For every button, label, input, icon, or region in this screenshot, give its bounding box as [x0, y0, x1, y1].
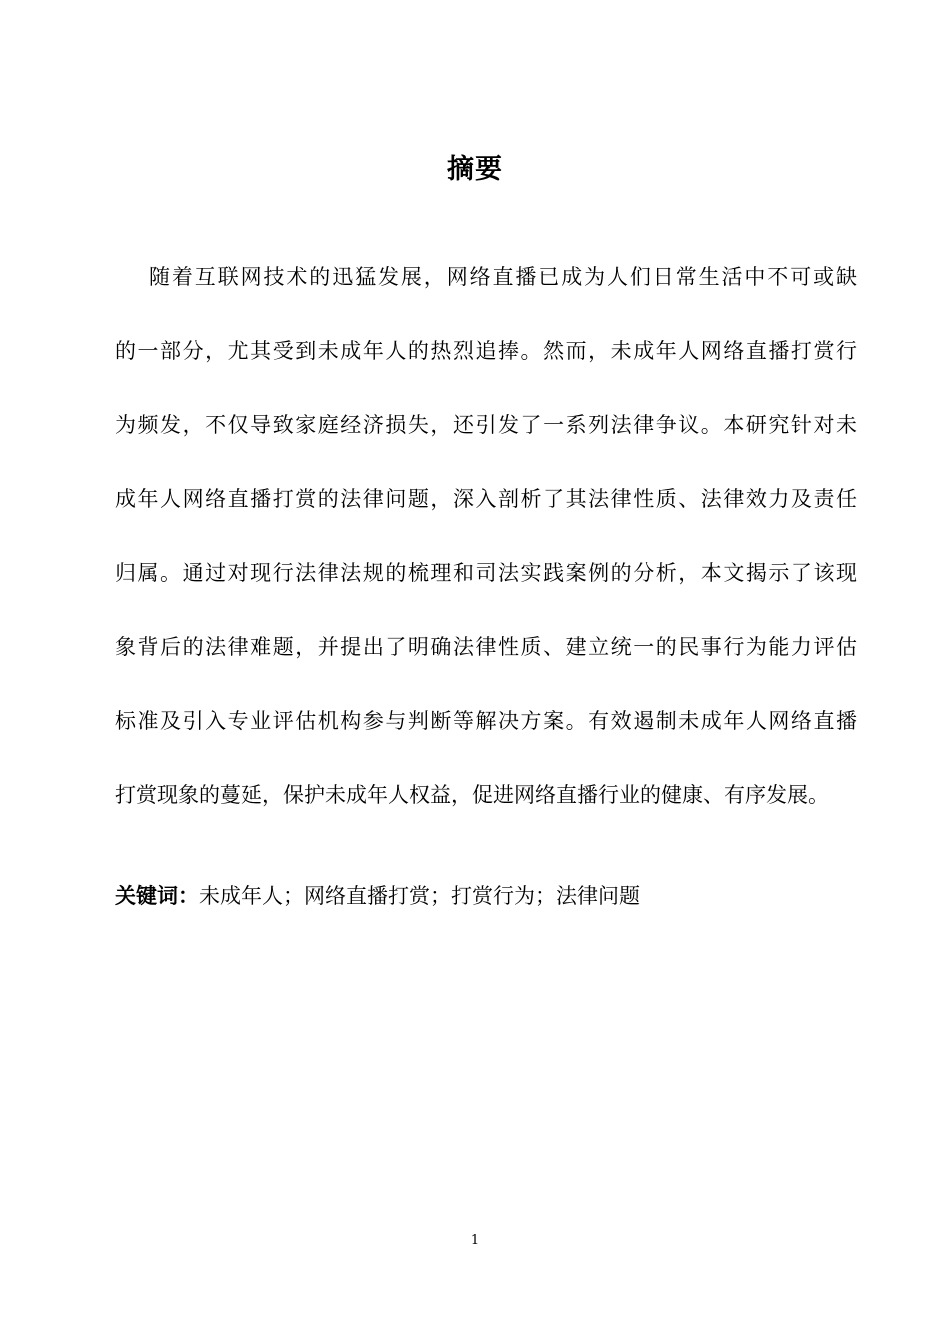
abstract-body — [115, 258, 857, 850]
page-number: 1 — [470, 1233, 480, 1248]
abstract-line-8: 打赏现象的蔓延，保护未成年人权益，促进网络直播行业的健康、有序发展。 — [115, 783, 829, 807]
abstract-line-7: 标准及引入专业评估机构参与判断等解决方案。有效遏制未成年人网络直播 — [115, 709, 857, 733]
abstract-title: 摘要 — [447, 154, 503, 185]
abstract-line-4: 成年人网络直播打赏的法律问题，深入剖析了其法律性质、法律效力及责任 — [115, 487, 857, 511]
abstract-line-2: 的一部分，尤其受到未成年人的热烈追捧。然而，未成年人网络直播打赏行 — [115, 339, 857, 363]
keywords-label: 关键词： — [115, 884, 199, 908]
abstract-line-1: 随着互联网技术的迅猛发展，网络直播已成为人们日常生活中不可或缺 — [149, 265, 857, 289]
abstract-line-3: 为频发，不仅导致家庭经济损失，还引发了一系列法律争议。本研究针对未 — [115, 413, 857, 437]
abstract-line-6: 象背后的法律难题，并提出了明确法律性质、建立统一的民事行为能力评估 — [115, 635, 857, 659]
keywords-line — [115, 878, 640, 914]
keywords-text: 未成年人；网络直播打赏；打赏行为；法律问题 — [199, 884, 640, 908]
abstract-line-5: 归属。通过对现行法律法规的梳理和司法实践案例的分析，本文揭示了该现 — [115, 561, 857, 585]
